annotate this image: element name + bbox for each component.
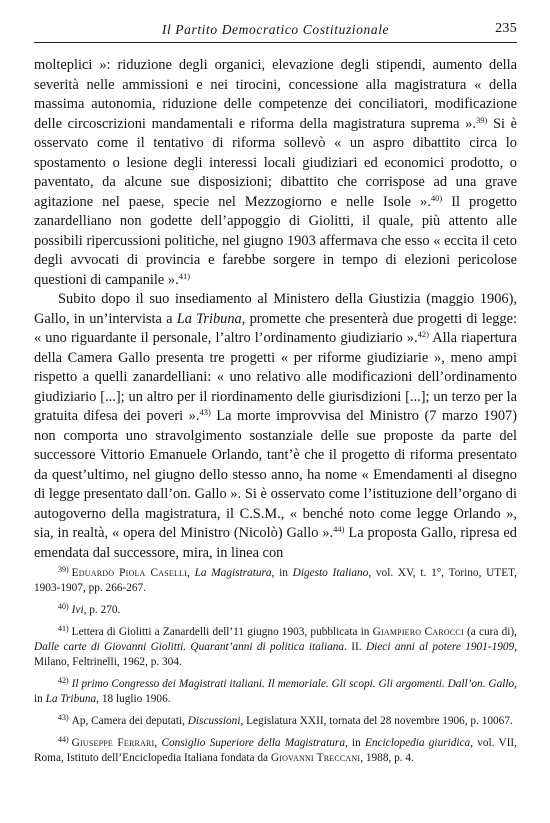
footnote-reference: 44)	[333, 524, 345, 534]
text-run: , vol. XV, t. 1°, Torino, UTET, 1903-1907, pp. 266-267.	[34, 567, 517, 595]
footnote-reference: 42)	[417, 329, 429, 339]
italic-text: Discussioni	[187, 715, 241, 727]
footnote-number: 44)	[58, 734, 69, 744]
text-run: Alla riapertura della Camera Gallo presenta tre progetti « per riforme giudiziarie », meno ampi rispetto a quelli zanardelliani: « uno relativo alle modificazioni dell’ordinamento giudiziario [...]; un altro per il riordinamento delle giurisdizioni [...]; un terzo per la gratuita difesa dei poveri ».	[34, 330, 517, 424]
text-run: Subito dopo il suo insediamento al Ministero della Giustizia (maggio 1906), Gallo, in un’intervista a	[34, 291, 517, 327]
author-name: Giampiero Carocci	[372, 625, 464, 638]
text-run: ,	[154, 736, 162, 749]
italic-text: La Tribuna	[45, 693, 97, 706]
text-run: . II.	[344, 641, 366, 653]
text-run: , 18 luglio 1906.	[96, 693, 171, 706]
text-run: , promette che presenterà due progetti di legge: « uno riguardante il personale, l’altro l’ordinamento giudiziario ».	[34, 310, 517, 346]
text-run: La morte improvvisa del Ministro (7 marzo 1907) non comporta uno stravolgimento sostanziale delle sue proposte da parte del successore Vittorio Emanuele Orlando, tant’è che il progetto di riforma presentato da quest’ultimo, nel giugno dello stesso anno, ha nome « Emendamenti al disegno di legge presentato dall’on. Gallo ». Si è osservato come l’istituzione dell’organo di autogoverno della magistratura, il C.S.M., « benché noto come legge Orlando », sia, in realtà, « opera del Ministro (Nicolò) Gallo ».	[34, 408, 517, 541]
footnote	[34, 566, 517, 596]
footnote-reference: 43)	[199, 407, 211, 417]
footnote-number: 43)	[58, 713, 69, 722]
text-run: , Legislatura XXII, tornata del 28 novembre 1906, p. 10067.	[240, 715, 513, 727]
footnote	[34, 677, 517, 707]
text-run: , Milano, Feltrinelli, 1962, p. 304.	[34, 641, 518, 669]
text-run: , p. 270.	[83, 604, 121, 616]
paragraph	[34, 56, 517, 290]
author-name: Giovanni Treccani	[270, 752, 361, 764]
text-run: Lettera di Giolitti a Zanardelli dell’11 giugno 1903, pubblicata in	[71, 625, 373, 638]
text-run: Ap, Camera dei deputati,	[71, 715, 188, 727]
footnote-reference: 40)	[430, 192, 443, 203]
text-run: (a cura di),	[463, 625, 518, 638]
italic-text: La Magistratura	[194, 567, 272, 579]
italic-text: Il primo Congresso dei Magistrati italiani. Il memoriale. Gli scopi. Gli argomenti. Dall’on. Gallo	[71, 678, 515, 690]
italic-text: Dalle carte di Giovanni Giolitti. Quarant’anni di politica italiana	[34, 641, 345, 653]
text-run: , vol. VII, Roma, Istituto dell’Enciclopedia Italiana fondata da	[34, 736, 517, 764]
text-run: , in	[344, 736, 365, 749]
text-run: Il progetto zanardelliano non godette dell’appoggio di Giolitti, il quale, più attento alle possibili ripercussioni politiche, nel giugno 1903 affermava che esso « eccita il ceto degli avvocati di provincia e farebbe sorgere in tempo di elezioni pericolose questioni di campanile ».	[34, 193, 517, 288]
footnotes-section	[34, 566, 517, 773]
author-name: Giuseppe Ferrari	[71, 736, 155, 749]
italic-text: Digesto Italiano	[292, 567, 369, 579]
text-run: , in	[34, 678, 517, 706]
footnote-number: 39)	[58, 565, 69, 574]
footnote	[34, 736, 517, 766]
text-run: , 1988, p. 4.	[360, 752, 414, 764]
text-run: La proposta Gallo, ripresa ed emendata dal successore, mira, in linea con	[34, 525, 518, 561]
italic-text: Ivi	[71, 604, 84, 616]
paragraph	[34, 290, 517, 563]
footnote-number: 41)	[58, 623, 69, 633]
footnote	[34, 603, 517, 618]
italic-text: Consiglio Superiore della Magistratura	[161, 736, 345, 749]
footnote-number: 42)	[58, 676, 69, 685]
page-number: 235	[495, 21, 517, 36]
text-run: Si è osservato come il tentativo di riforma sollevò « un aspro dibattito circa lo spostamento o lesione degli interessi locali giudiziari ed economici prodotto, o paventato, da alcune sue disposizioni; dibattito che corrispose ad una grave agitazione nel paese, specie nel Mezzogiorno e nelle Isole ».	[34, 115, 517, 210]
main-text	[34, 56, 517, 563]
running-title: Il Partito Democratico Costituzionale	[161, 22, 390, 37]
italic-text: La Tribuna	[176, 310, 242, 327]
footnote-number: 40)	[58, 602, 69, 611]
italic-text: Enciclopedia giuridica	[364, 736, 471, 749]
footnote	[34, 714, 517, 729]
footnote-reference: 39)	[475, 114, 488, 125]
footnote-reference: 41)	[178, 270, 191, 281]
author-name: Eduardo Piola Caselli	[71, 567, 187, 579]
text-run: ,	[186, 567, 195, 579]
text-run: , in	[271, 567, 293, 579]
italic-text: Dieci anni al potere 1901-1909	[366, 641, 515, 653]
running-header	[34, 22, 517, 43]
text-run: molteplici »: riduzione degli organici, elevazione degli stipendi, aumento della severità nelle ammissioni e nei tirocini, concessione alla magistratura « della massima autonomia, riduzione delle competenze dei conciliatori, modificazione delle circoscrizioni mandamentali e riforma della magistratura suprema ».	[34, 57, 517, 132]
footnote	[34, 625, 517, 671]
